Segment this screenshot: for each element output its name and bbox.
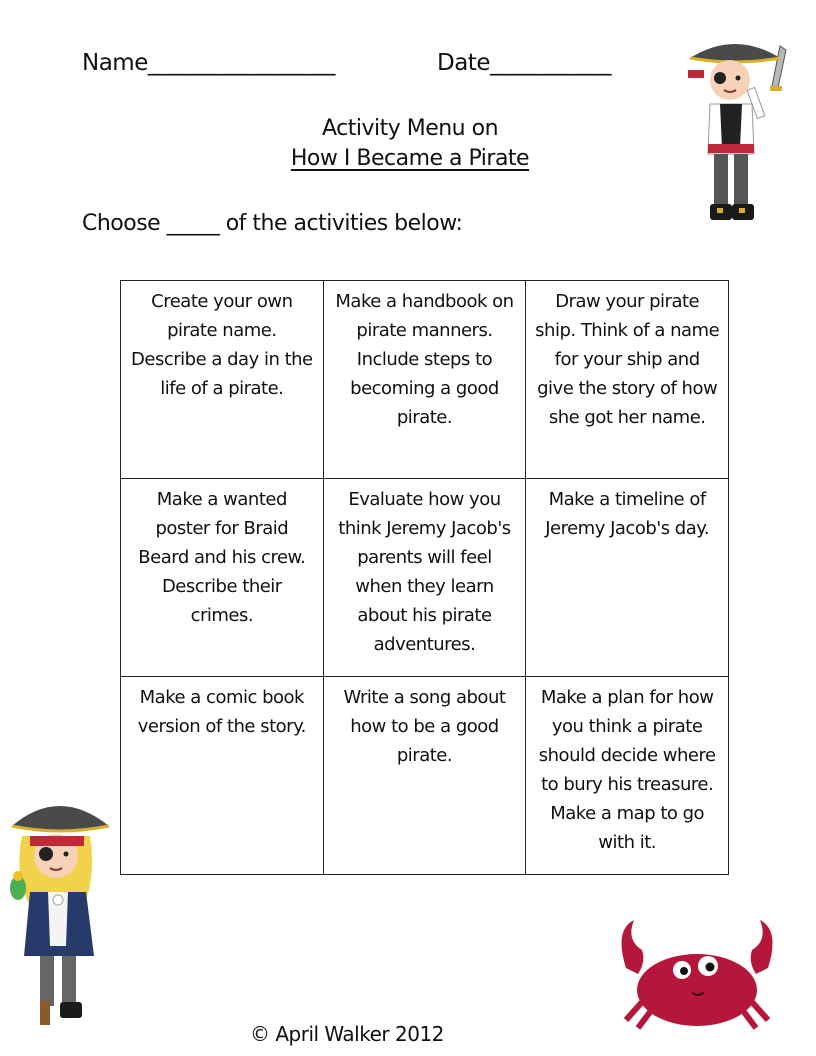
activity-text: Make a wanted poster for Braid Beard and his crew. Describe their crimes.: [138, 489, 306, 626]
grid-cell: [121, 281, 324, 479]
activity-text: Evaluate how you think Jeremy Jacob's parents will feel when they learn about his pirate adventures.: [338, 489, 511, 655]
pirate-girl-illustration: [4, 796, 119, 1031]
activity-text: Draw your pirate ship. Think of a name for your ship and give the story of how she got her name.: [535, 291, 720, 428]
activity-text: Make a comic book version of the story.: [137, 687, 306, 737]
crab-illustration: [612, 910, 782, 1030]
activity-text: Make a plan for how you think a pirate should decide where to bury his treasure. Make a map to go with it.: [538, 687, 716, 853]
date-line[interactable]: Date___________: [437, 50, 611, 76]
grid-cell: [323, 677, 526, 875]
grid-row: [121, 677, 729, 875]
pirate-boy-illustration: [680, 36, 800, 236]
grid-cell: [323, 281, 526, 479]
title-line-1: Activity Menu on: [321, 116, 499, 141]
grid-cell: [121, 677, 324, 875]
grid-cell: [526, 281, 729, 479]
copyright-footer: © April Walker 2012: [250, 1022, 444, 1046]
grid-cell: [526, 479, 729, 677]
grid-cell: [323, 479, 526, 677]
title-line-2: How I Became a Pirate: [290, 146, 530, 171]
instructions: Choose _____ of the activities below:: [82, 211, 463, 236]
grid-row: [121, 479, 729, 677]
grid-cell: [526, 677, 729, 875]
activity-text: Write a song about how to be a good pirate.: [343, 687, 506, 766]
grid-row: [121, 281, 729, 479]
activity-text: Make a timeline of Jeremy Jacob's day.: [545, 489, 710, 539]
activity-text: Make a handbook on pirate manners. Include steps to becoming a good pirate.: [335, 291, 514, 428]
name-line[interactable]: Name_________________: [82, 50, 335, 76]
grid-cell: [121, 479, 324, 677]
activity-grid: [120, 280, 729, 875]
activity-text: Create your own pirate name. Describe a day in the life of a pirate.: [131, 291, 313, 399]
